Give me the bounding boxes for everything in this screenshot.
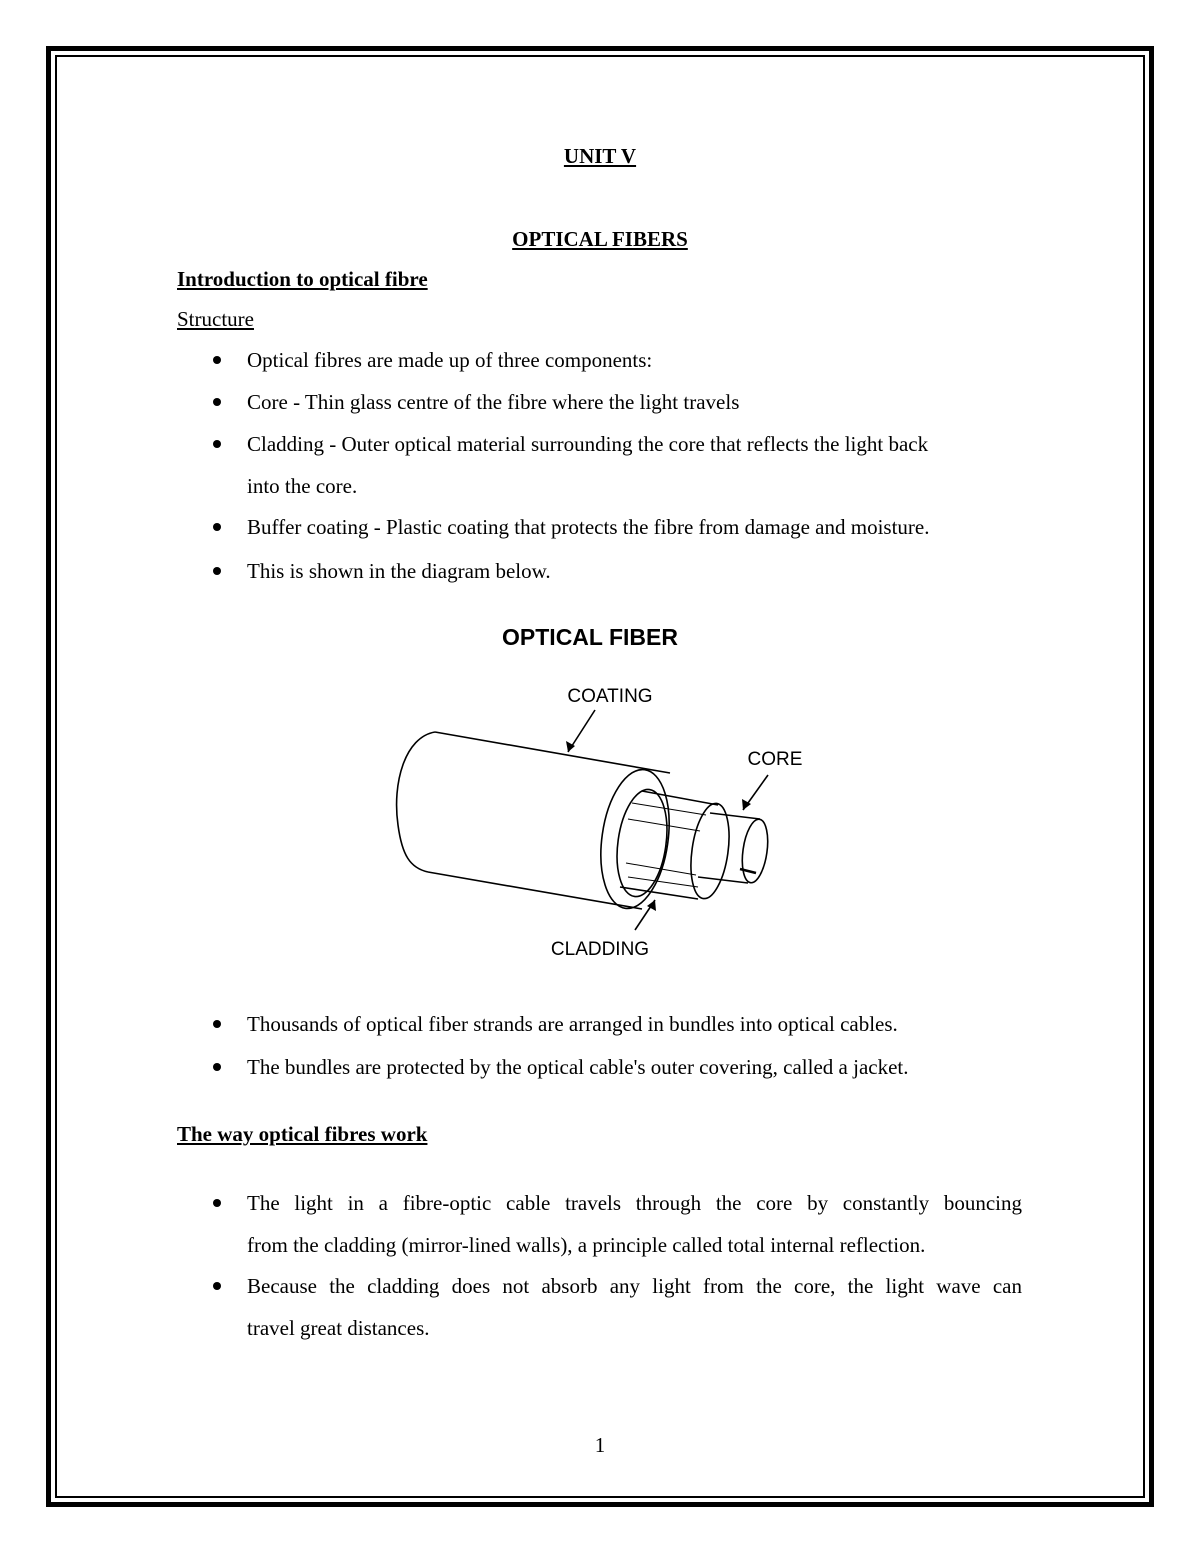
- bullet-dot: [213, 398, 221, 406]
- bullet-text-continuation: from the cladding (mirror-lined walls), a principle called total internal reflection.: [247, 1233, 926, 1257]
- section-title-working: The way optical fibres work: [177, 1122, 428, 1146]
- bullet-text: Because the cladding does not absorb any light from the core, the light wave can: [247, 1274, 1022, 1298]
- label-coating: COATING: [567, 686, 653, 707]
- bullet-dot: [213, 567, 221, 575]
- bullet-text: Thousands of optical fiber strands are arranged in bundles into optical cables.: [247, 1012, 898, 1036]
- bullet-text: This is shown in the diagram below.: [247, 559, 551, 583]
- unit-heading: UNIT V: [563, 144, 637, 168]
- coating-face: [593, 765, 678, 913]
- diagram-title: OPTICAL FIBER: [502, 624, 678, 650]
- section-title-introduction: Introduction to optical fibre: [177, 267, 428, 291]
- bullet-dot: [213, 523, 221, 531]
- label-cladding: CLADDING: [550, 939, 650, 960]
- bullet-dot: [213, 440, 221, 448]
- bullet-text: Cladding - Outer optical material surrounding the core that reflects the light back: [247, 432, 929, 456]
- bullet-dot: [213, 356, 221, 364]
- bullet-text: Core - Thin glass centre of the fibre where the light travels: [247, 390, 740, 414]
- page-number: 1: [594, 1433, 606, 1457]
- cladding-back-face: [611, 786, 674, 900]
- bullet-text: Buffer coating - Plastic coating that protects the fibre from damage and moisture.: [247, 515, 930, 539]
- subsection-structure: Structure: [177, 307, 254, 331]
- bullet-text-continuation: travel great distances.: [247, 1316, 430, 1340]
- core-face: [739, 818, 772, 885]
- bullet-dot: [213, 1282, 221, 1290]
- bullet-dot: [213, 1020, 221, 1028]
- coating-end: [397, 732, 435, 872]
- bullet-dot: [213, 1199, 221, 1207]
- label-core: CORE: [747, 749, 803, 770]
- optical-fiber-diagram: [380, 615, 840, 970]
- bullet-dot: [213, 1063, 221, 1071]
- bullet-text: The light in a fibre-optic cable travels through the core by constantly bouncing: [247, 1191, 1022, 1215]
- bullet-text: Optical fibres are made up of three components:: [247, 348, 653, 372]
- coating-top-edge: [435, 732, 670, 773]
- bullet-text-continuation: into the core.: [247, 474, 358, 498]
- bullet-text: The bundles are protected by the optical cable's outer covering, called a jacket.: [247, 1055, 909, 1079]
- fiber-drawing: [397, 710, 772, 930]
- chapter-title: OPTICAL FIBERS: [512, 227, 688, 251]
- coating-bottom-edge: [428, 872, 642, 909]
